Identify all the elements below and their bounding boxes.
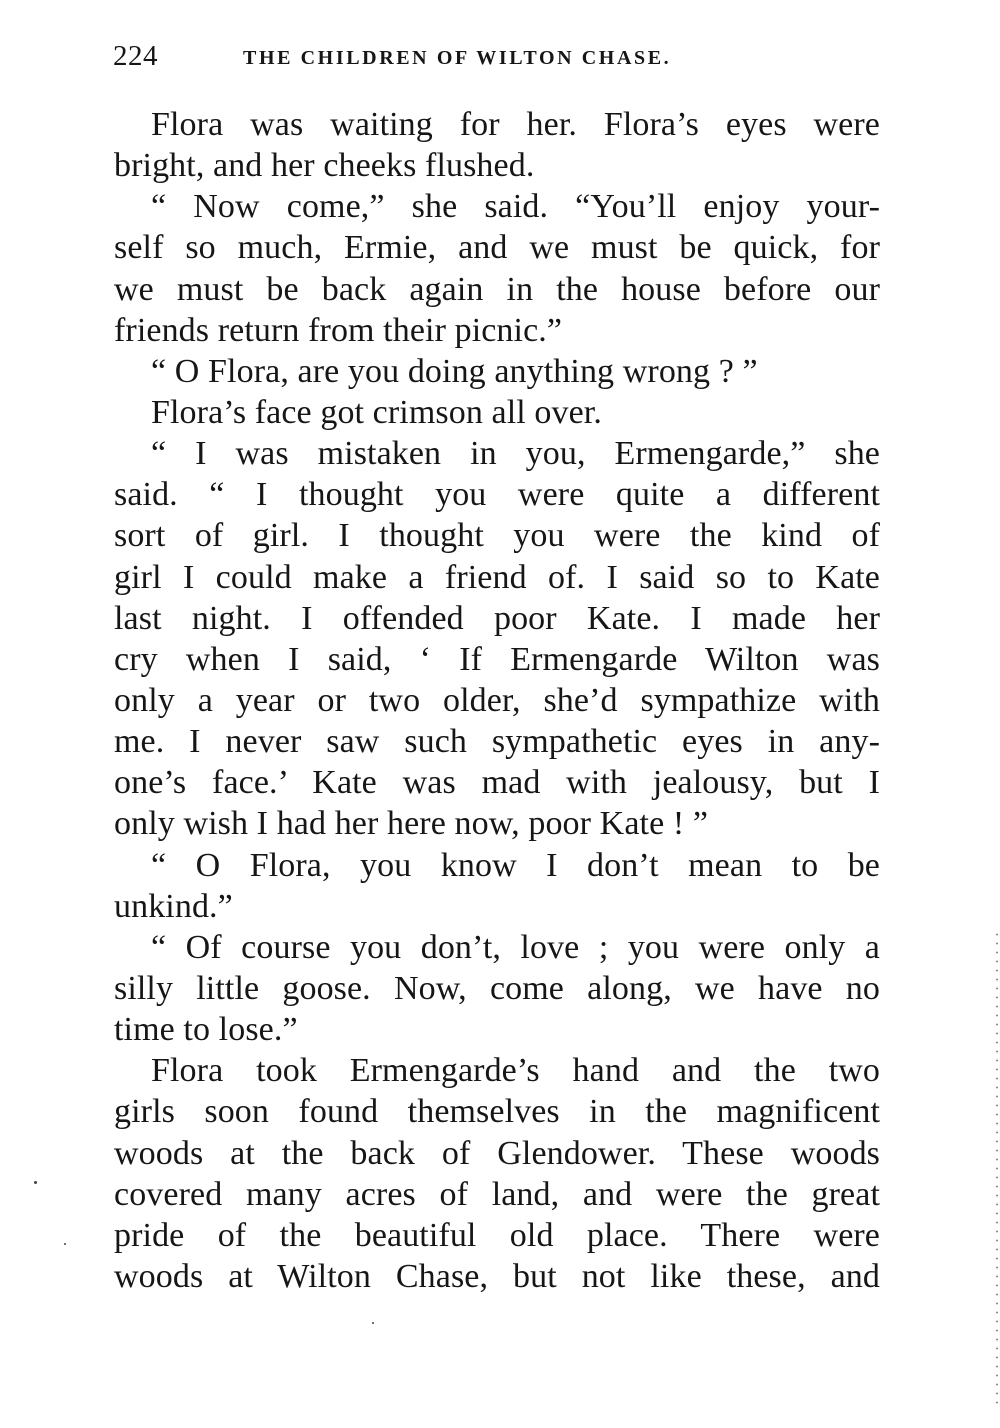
- scan-speck: [34, 1181, 37, 1184]
- text-line: silly little goose. Now, come along, we have no: [114, 969, 880, 1007]
- text-line: we must be back again in the house before our: [114, 270, 880, 308]
- body-text: [114, 104, 880, 1297]
- text-line: one’s face.’ Kate was mad with jealousy, but I: [114, 764, 880, 802]
- text-line: only wish I had her here now, poor Kate ! ”: [114, 805, 709, 843]
- text-line: covered many acres of land, and were the great: [114, 1175, 880, 1213]
- text-line: girls soon found themselves in the magnificent: [114, 1093, 880, 1131]
- text-line: only a year or two older, she’d sympathize with: [114, 681, 880, 719]
- text-line: “ O Flora, you know I don’t mean to be: [151, 846, 880, 884]
- text-line: Flora took Ermengarde’s hand and the two: [151, 1052, 880, 1090]
- running-head: THE CHILDREN OF WILTON CHASE.: [243, 47, 672, 69]
- text-line: me. I never saw such sympathetic eyes in any-: [114, 723, 880, 761]
- text-line: friends return from their picnic.”: [114, 311, 563, 349]
- text-line: Flora’s face got crimson all over.: [151, 393, 602, 431]
- text-line: said. “ I thought you were quite a different: [114, 476, 880, 514]
- text-line: girl I could make a friend of. I said so to Kate: [114, 558, 880, 596]
- text-line: woods at Wilton Chase, but not like these, and: [114, 1257, 880, 1295]
- page-header: [113, 40, 883, 80]
- text-line: bright, and her cheeks flushed.: [114, 147, 535, 185]
- text-line: unkind.”: [114, 887, 233, 925]
- text-line: “ Of course you don’t, love ; you were only a: [151, 928, 880, 966]
- text-line: “ I was mistaken in you, Ermengarde,” she: [151, 435, 880, 473]
- text-line: last night. I offended poor Kate. I made her: [114, 599, 880, 637]
- scan-speck: [64, 1243, 66, 1245]
- text-line: cry when I said, ‘ If Ermengarde Wilton was: [114, 640, 880, 678]
- text-line: woods at the back of Glendower. These woods: [114, 1134, 880, 1172]
- text-line: sort of girl. I thought you were the kind of: [114, 517, 880, 555]
- scan-speck: [372, 1322, 374, 1324]
- page-number: 224: [113, 40, 158, 72]
- text-line: self so much, Ermie, and we must be quick, for: [114, 229, 880, 267]
- text-line: pride of the beautiful old place. There were: [114, 1216, 880, 1254]
- text-line: “ Now come,” she said. “You’ll enjoy your-: [151, 188, 880, 226]
- page-edge-shadow: [996, 930, 998, 1410]
- text-line: time to lose.”: [114, 1011, 298, 1049]
- text-line: Flora was waiting for her. Flora’s eyes were: [151, 106, 880, 143]
- text-line: “ O Flora, are you doing anything wrong ? ”: [151, 352, 758, 390]
